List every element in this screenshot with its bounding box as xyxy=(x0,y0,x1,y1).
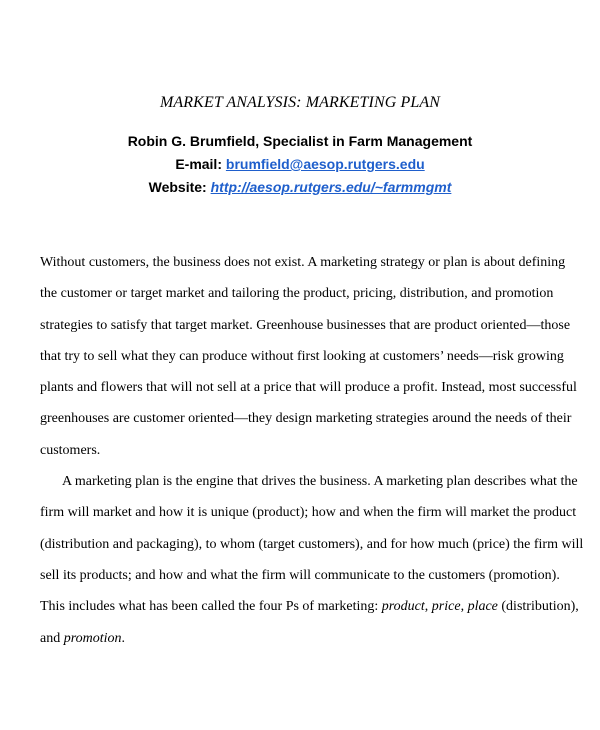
email-label: E-mail: xyxy=(175,156,222,172)
four-ps-product: product xyxy=(381,599,425,615)
author-line: Robin G. Brumfield, Specialist in Farm Management xyxy=(127,133,473,149)
paragraph-line: A marketing plan is the engine that drives the business. A marketing plan describes what the xyxy=(62,474,578,490)
email-link[interactable]: brumfield@aesop.rutgers.edu xyxy=(225,156,425,172)
paragraph-line: plants and flowers that will not sell at a price that will produce a profit. Instead, most successful xyxy=(40,380,577,396)
paragraph-1 xyxy=(40,252,577,471)
paragraph-line: sell its products; and how and what the firm will communicate to the customers (promotion). xyxy=(40,567,560,583)
paragraph-line: greenhouses are customer oriented—they design marketing strategies around the needs of their xyxy=(40,411,572,427)
text-run: , xyxy=(424,599,432,615)
paragraph-2 xyxy=(40,471,584,659)
text-run: This includes what has been called the four Ps of marketing: xyxy=(40,599,382,615)
body-text xyxy=(40,252,584,659)
email-line xyxy=(0,153,600,176)
text-run: (distribution), xyxy=(497,599,579,615)
document-title: MARKET ANALYSIS: MARKETING PLAN xyxy=(160,94,440,111)
text-run: , xyxy=(460,599,468,615)
author-block xyxy=(0,130,600,199)
paragraph-line xyxy=(40,596,579,627)
paragraph-line: firm will market and how it is unique (product); how and when the firm will market the product xyxy=(40,505,577,521)
website-line xyxy=(0,176,600,199)
paragraph-line xyxy=(40,628,570,659)
paragraph-line: customers. xyxy=(40,442,101,458)
paragraph-line: that try to sell what they can produce without first looking at customers’ needs—risk growing xyxy=(40,348,564,364)
paragraph-line: Without customers, the business does not exist. A marketing strategy or plan is about defining xyxy=(40,255,566,270)
four-ps-price: price xyxy=(431,599,461,615)
four-ps-promotion: promotion xyxy=(63,630,122,646)
website-label: Website: xyxy=(148,179,207,195)
text-run: . xyxy=(121,630,126,646)
text-run: and xyxy=(40,630,64,646)
paragraph-line: strategies to satisfy that target market. Greenhouse businesses that are product oriented—those xyxy=(40,317,571,333)
four-ps-place: place xyxy=(467,599,498,615)
website-link[interactable]: http://aesop.rutgers.edu/~farmmgmt xyxy=(210,179,452,195)
paragraph-line: the customer or target market and tailoring the product, pricing, distribution, and promotion xyxy=(40,286,554,302)
paragraph-line: (distribution and packaging), to whom (target customers), and for how much (price) the firm will xyxy=(40,536,584,552)
